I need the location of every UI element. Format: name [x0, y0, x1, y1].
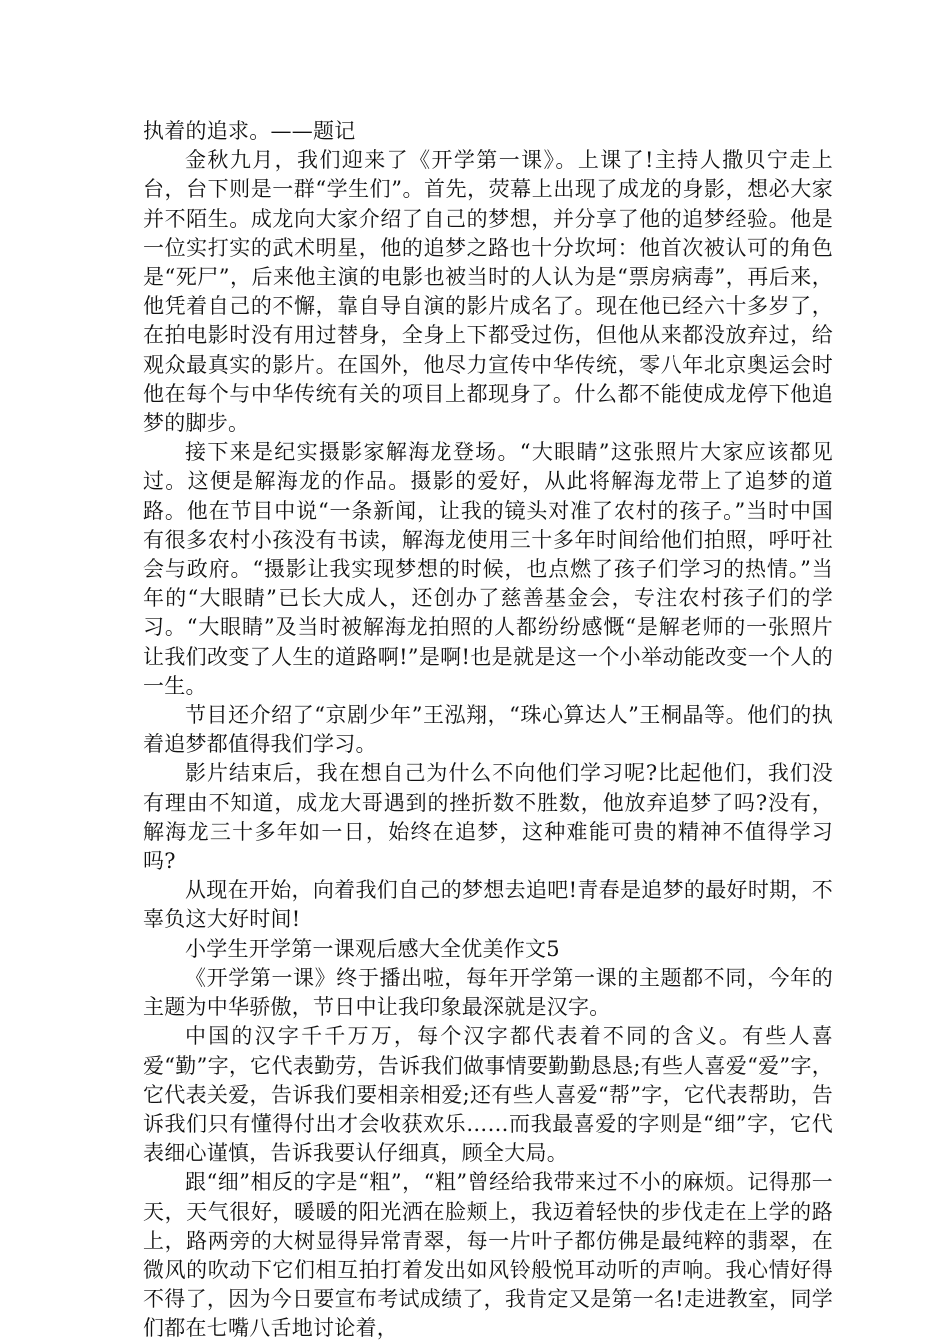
paragraph-chinese-characters: 中国的汉字千千万万，每个汉字都代表着不同的含义。有些人喜爱“勤”字，它代表勤劳，告诉我们做事情要勤勤恳恳;有些人喜爱“爱”字，它代表关爱，告诉我们要相亲相爱;还有些人喜爱“帮”字，它代表帮助，告诉我们只有懂得付出才会收获欢乐……而我最喜爱的字则是“细”字，它代表细心谨慎，告诉我要认仔细真，顾全大局。	[143, 1024, 833, 1166]
paragraph-epigraph-tail: 执着的追求。——题记	[143, 119, 356, 143]
paragraph-jackie-chan: 金秋九月，我们迎来了《开学第一课》。上课了!主持人撒贝宁走上台，台下则是一群“学生们”。首先，荧幕上出现了成龙的身影，想必大家并不陌生。成龙向大家介绍了自己的梦想，并分享了他的追梦经验。他是一位实打实的武术明星，他的追梦之路也十分坎坷：他首次被认可的角色是“死尸”，后来他主演的电影也被当时的人认为是“票房病毒”，再后来，他凭着自己的不懈，靠自导自演的影片成名了。现在他已经六十多岁了，在拍电影时没有用过替身，全身上下都受过伤，但他从来都没放弃过，给观众最真实的影片。在国外，他尽力宣传中华传统，零八年北京奥运会时他在每个与中华传统有关的项目上都现身了。什么都不能使成龙停下他追梦的脚步。	[143, 148, 833, 436]
paragraph-reflection: 影片结束后，我在想自己为什么不向他们学习呢?比起他们，我们没有理由不知道，成龙大哥遇到的挫折数不胜数，他放弃追梦了吗?没有，解海龙三十多年如一日，始终在追梦，这种难能可贵的精神不值得学习吗?	[143, 761, 833, 874]
document-page	[143, 117, 833, 1344]
paragraph-intro-essay5: 《开学第一课》终于播出啦，每年开学第一课的主题都不同，今年的主题为中华骄傲，节日中让我印象最深就是汉字。	[143, 965, 833, 1020]
paragraph-careless-story: 跟“细”相反的字是“粗”，“粗”曾经给我带来过不小的麻烦。记得那一天，天气很好，暖暖的阳光洒在脸颊上，我迈着轻快的步伐走在上学的路上，路两旁的大树显得异常青翠，每一片叶子都仿佛是最纯粹的翡翠，在微风的吹动下它们相互拍打着发出如风铃般悦耳动听的声响。我心情好得不得了，因为今日要宣布考试成绩了，我肯定又是第一名!走进教室，同学们都在七嘴八舌地讨论着，	[143, 1170, 833, 1341]
paragraph-xie-hailong: 接下来是纪实摄影家解海龙登场。“大眼睛”这张照片大家应该都见过。这便是解海龙的作品。摄影的爱好，从此将解海龙带上了追梦的道路。他在节目中说“一条新闻，让我的镜头对准了农村的孩子。”当时中国有很多农村小孩没有书读，解海龙使用三十多年时间给他们拍照，呼吁社会与政府。“摄影让我实现梦想的时候，也点燃了孩子们学习的热情。”当年的“大眼睛”已长大成人，还创办了慈善基金会，专注农村孩子们的学习。“大眼睛”及当时被解海龙拍照的人都纷纷感慨“是解老师的一张照片让我们改变了人生的道路啊!”是啊!也是就是这一个小举动能改变一个人的一生。	[143, 440, 833, 698]
paragraph-conclusion: 从现在开始，向着我们自己的梦想去追吧!青春是追梦的最好时期，不辜负这大好时间!	[143, 878, 833, 932]
essay-heading: 小学生开学第一课观后感大全优美作文5	[185, 936, 560, 961]
paragraph-other-guests: 节目还介绍了“京剧少年”王泓翔，“珠心算达人”王桐晶等。他们的执着追梦都值得我们学习。	[143, 703, 833, 757]
